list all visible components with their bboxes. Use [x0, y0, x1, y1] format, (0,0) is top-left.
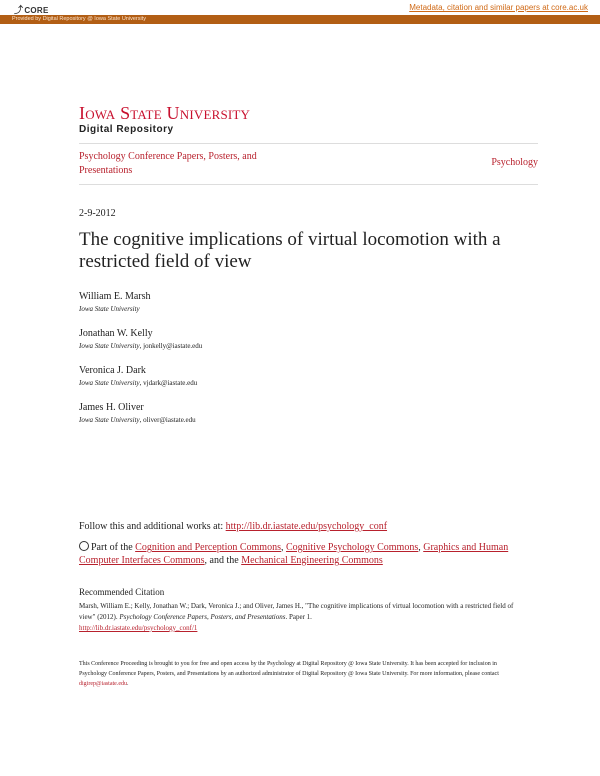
publication-date: 2-9-2012 [79, 208, 116, 219]
collection-link[interactable]: Psychology Conference Papers, Posters, and Presentations [79, 151, 257, 176]
part-of-label: Part of the [91, 542, 136, 553]
author-name: James H. Oliver [79, 402, 144, 413]
commons-link-cognition[interactable]: Cognition and Perception Commons [135, 542, 281, 553]
statement-end: . [127, 681, 129, 687]
provided-by-text: Provided by Digital Repository @ Iowa State University [12, 16, 146, 22]
citation-body: Marsh, William E.; Kelly, Jonathan W.; Dark, Veronica J.; and Oliver, James H., "The cognitive implications of virtual locomotion with a restricted field of view" (2012). [79, 602, 514, 621]
paper-title: The cognitive implications of virtual locomotion with a restricted field of view [79, 229, 501, 272]
divider [79, 184, 538, 185]
author-affiliation [79, 342, 202, 350]
follow-url-link[interactable]: http://lib.dr.iastate.edu/psychology_conf [225, 521, 388, 532]
part-of-line [79, 541, 539, 567]
affiliation-text: Iowa State University [79, 342, 140, 350]
follow-line [79, 521, 387, 532]
divider [79, 143, 538, 144]
citation-heading: Recommended Citation [79, 587, 165, 597]
citation-url-link[interactable]: http://lib.dr.iastate.edu/psychology_conf/1 [79, 624, 198, 632]
author-name: Veronica J. Dark [79, 365, 146, 376]
repository-name: Digital Repository [79, 124, 174, 135]
author-affiliation [79, 305, 140, 313]
author-affiliation [79, 379, 197, 387]
affiliation-text: Iowa State University [79, 379, 140, 387]
author-email: , oliver@iastate.edu [139, 416, 196, 424]
commons-link-graphics-hci[interactable]: Graphics and Human Computer Interfaces Commons [79, 542, 509, 566]
author-email: , jonkelly@iastate.edu [139, 342, 203, 350]
follow-label: Follow this and additional works at: [79, 521, 226, 532]
separator: , and the [204, 555, 242, 566]
core-header [0, 0, 600, 15]
author-affiliation [79, 416, 196, 424]
open-access-icon [79, 541, 89, 551]
university-logo: Iowa State University [79, 103, 251, 123]
separator: , [280, 542, 286, 553]
citation-journal: Psychology Conference Papers, Posters, and Presentations [119, 613, 286, 621]
core-logo-text: CORE [24, 6, 49, 15]
core-logo-icon: ⤴ [14, 5, 24, 15]
access-statement [79, 659, 524, 689]
author-name: William E. Marsh [79, 291, 151, 302]
affiliation-text: Iowa State University [79, 305, 140, 313]
provided-by-bar [0, 15, 600, 24]
access-statement-text: This Conference Proceeding is brought to you for free and open access by the Psychology at Digital Repository @ Iowa State University. It has been accepted for inclusion in Psychology Conference Papers, Posters, and Presentations by an authorized administrator of Digital Repository @ Iowa State University. For more information, please contact [79, 661, 499, 677]
commons-link-cognitive-psychology[interactable]: Cognitive Psychology Commons [285, 542, 419, 553]
commons-link-mechanical-engineering[interactable]: Mechanical Engineering Commons [241, 555, 383, 566]
affiliation-text: Iowa State University [79, 416, 140, 424]
citation-suffix: . Paper 1. [285, 613, 312, 621]
separator: , [418, 542, 424, 553]
core-metadata-link[interactable]: Metadata, citation and similar papers at core.ac.uk [409, 3, 588, 12]
contact-email-link[interactable]: digirep@iastate.edu [79, 681, 128, 687]
author-name: Jonathan W. Kelly [79, 328, 153, 339]
department-link[interactable]: Psychology [491, 157, 538, 168]
author-email: , vjdark@iastate.edu [139, 379, 198, 387]
citation-text [79, 601, 524, 634]
